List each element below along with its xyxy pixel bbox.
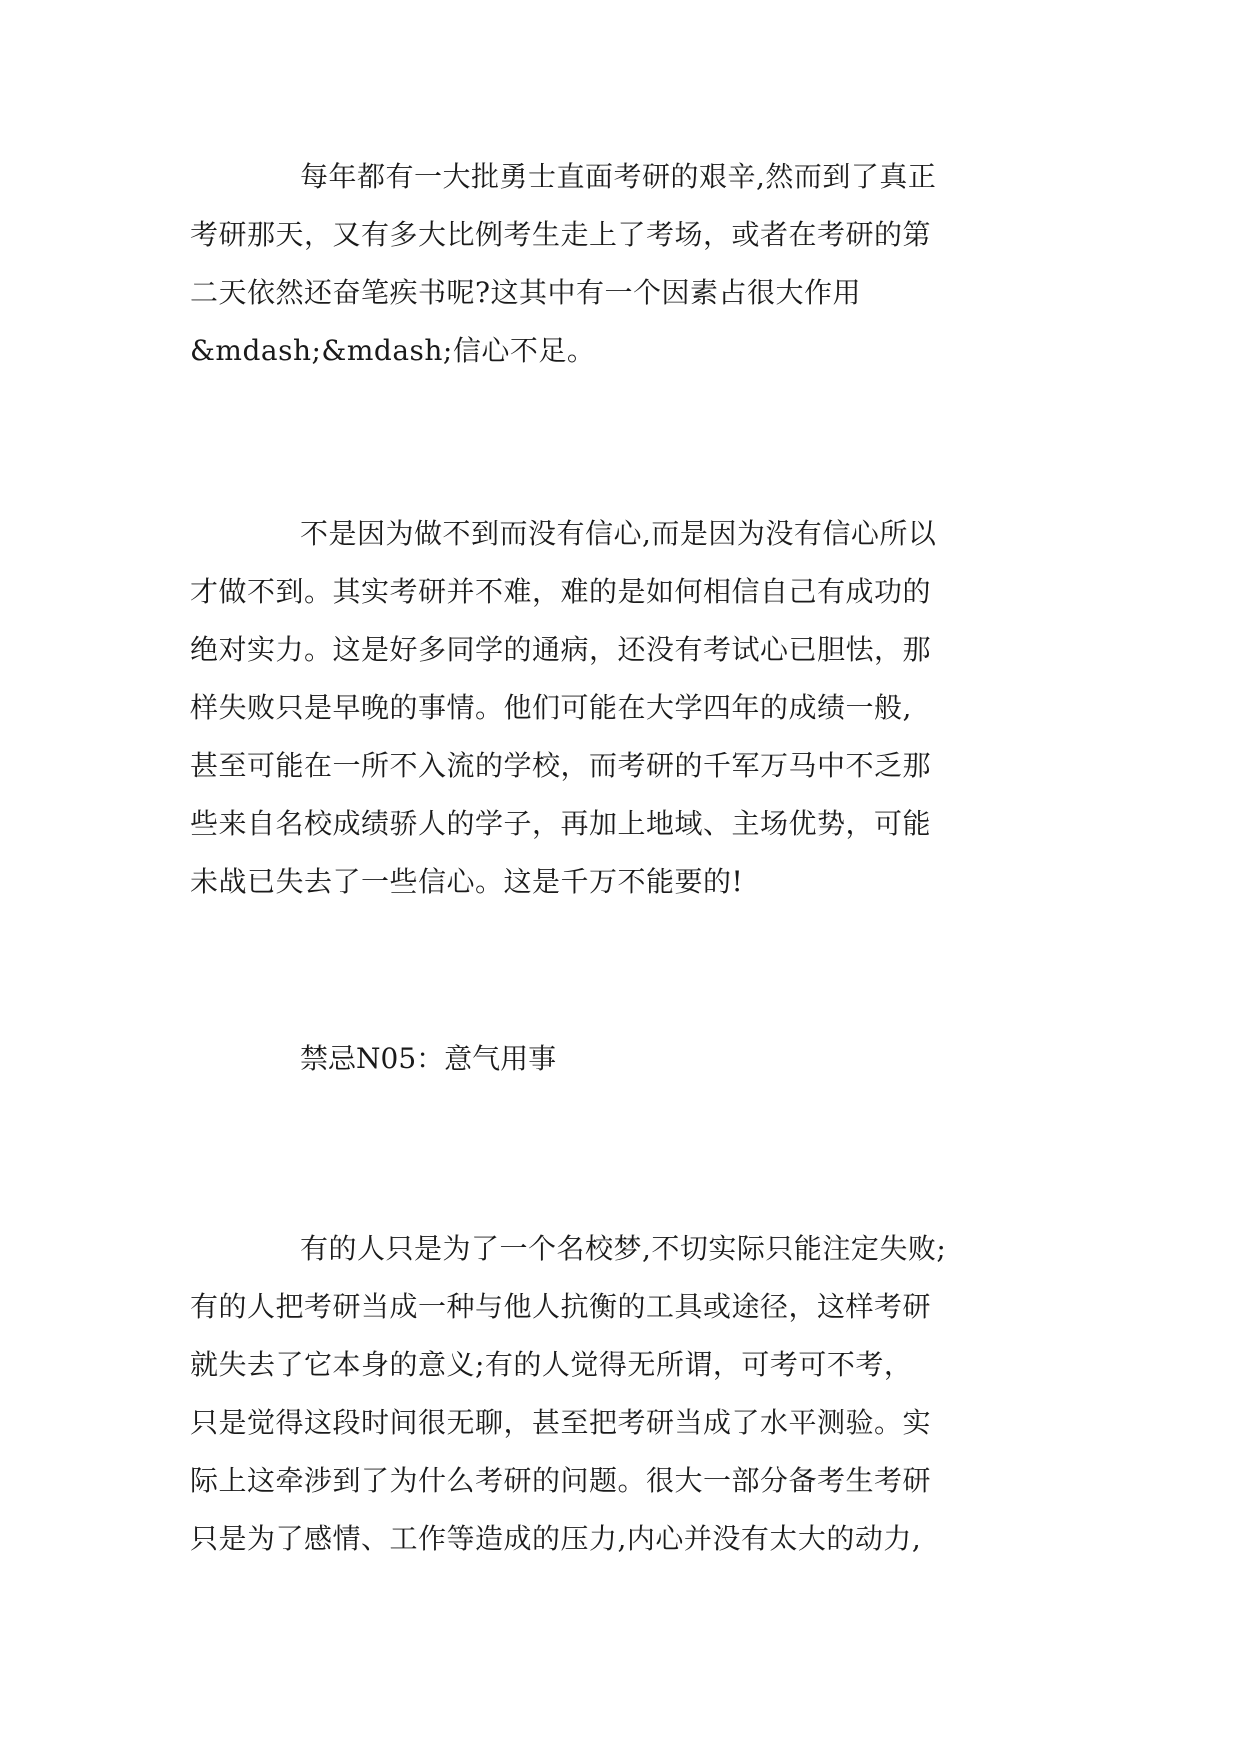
paragraph-line: 不是因为做不到而没有信心,而是因为没有信心所以 (300, 517, 937, 550)
paragraph-3 (190, 1220, 1050, 1568)
paragraph-line: 未战已失去了一些信心。这是千万不能要的! (190, 865, 744, 898)
paragraph-line: 只是觉得这段时间很无聊，甚至把考研当成了水平测验。实 (190, 1406, 932, 1439)
paragraph-1 (190, 148, 1050, 380)
paragraph-line: 些来自名校成绩骄人的学子，再加上地域、主场优势，可能 (190, 807, 932, 840)
paragraph-line: 甚至可能在一所不入流的学校，而考研的千军万马中不乏那 (190, 749, 932, 782)
paragraph-line: 绝对实力。这是好多同学的通病，还没有考试心已胆怯，那 (190, 633, 932, 666)
paragraph-line: &mdash;&mdash;信心不足。 (190, 334, 596, 367)
paragraph-line: 就失去了它本身的意义;有的人觉得无所谓，可考可不考， (190, 1348, 913, 1381)
paragraph-line: 才做不到。其实考研并不难，难的是如何相信自己有成功的 (190, 575, 932, 608)
paragraph-line: 样失败只是早晚的事情。他们可能在大学四年的成绩一般, (190, 691, 912, 724)
paragraph-2 (190, 505, 1050, 911)
paragraph-line: 二天依然还奋笔疾书呢?这其中有一个因素占很大作用 (190, 276, 862, 309)
paragraph-line: 有的人只是为了一个名校梦,不切实际只能注定失败; (300, 1232, 947, 1265)
paragraph-line: 考研那天，又有多大比例考生走上了考场，或者在考研的第 (190, 218, 932, 251)
paragraph-line: 有的人把考研当成一种与他人抗衡的工具或途径，这样考研 (190, 1290, 932, 1323)
section-heading: 禁忌N05：意气用事 (300, 1042, 557, 1075)
section-heading-block (190, 1030, 1050, 1088)
paragraph-line: 际上这牵涉到了为什么考研的问题。很大一部分备考生考研 (190, 1464, 932, 1497)
paragraph-line: 只是为了感情、工作等造成的压力,内心并没有太大的动力, (190, 1522, 922, 1555)
paragraph-line: 每年都有一大批勇士直面考研的艰辛,然而到了真正 (300, 160, 937, 193)
